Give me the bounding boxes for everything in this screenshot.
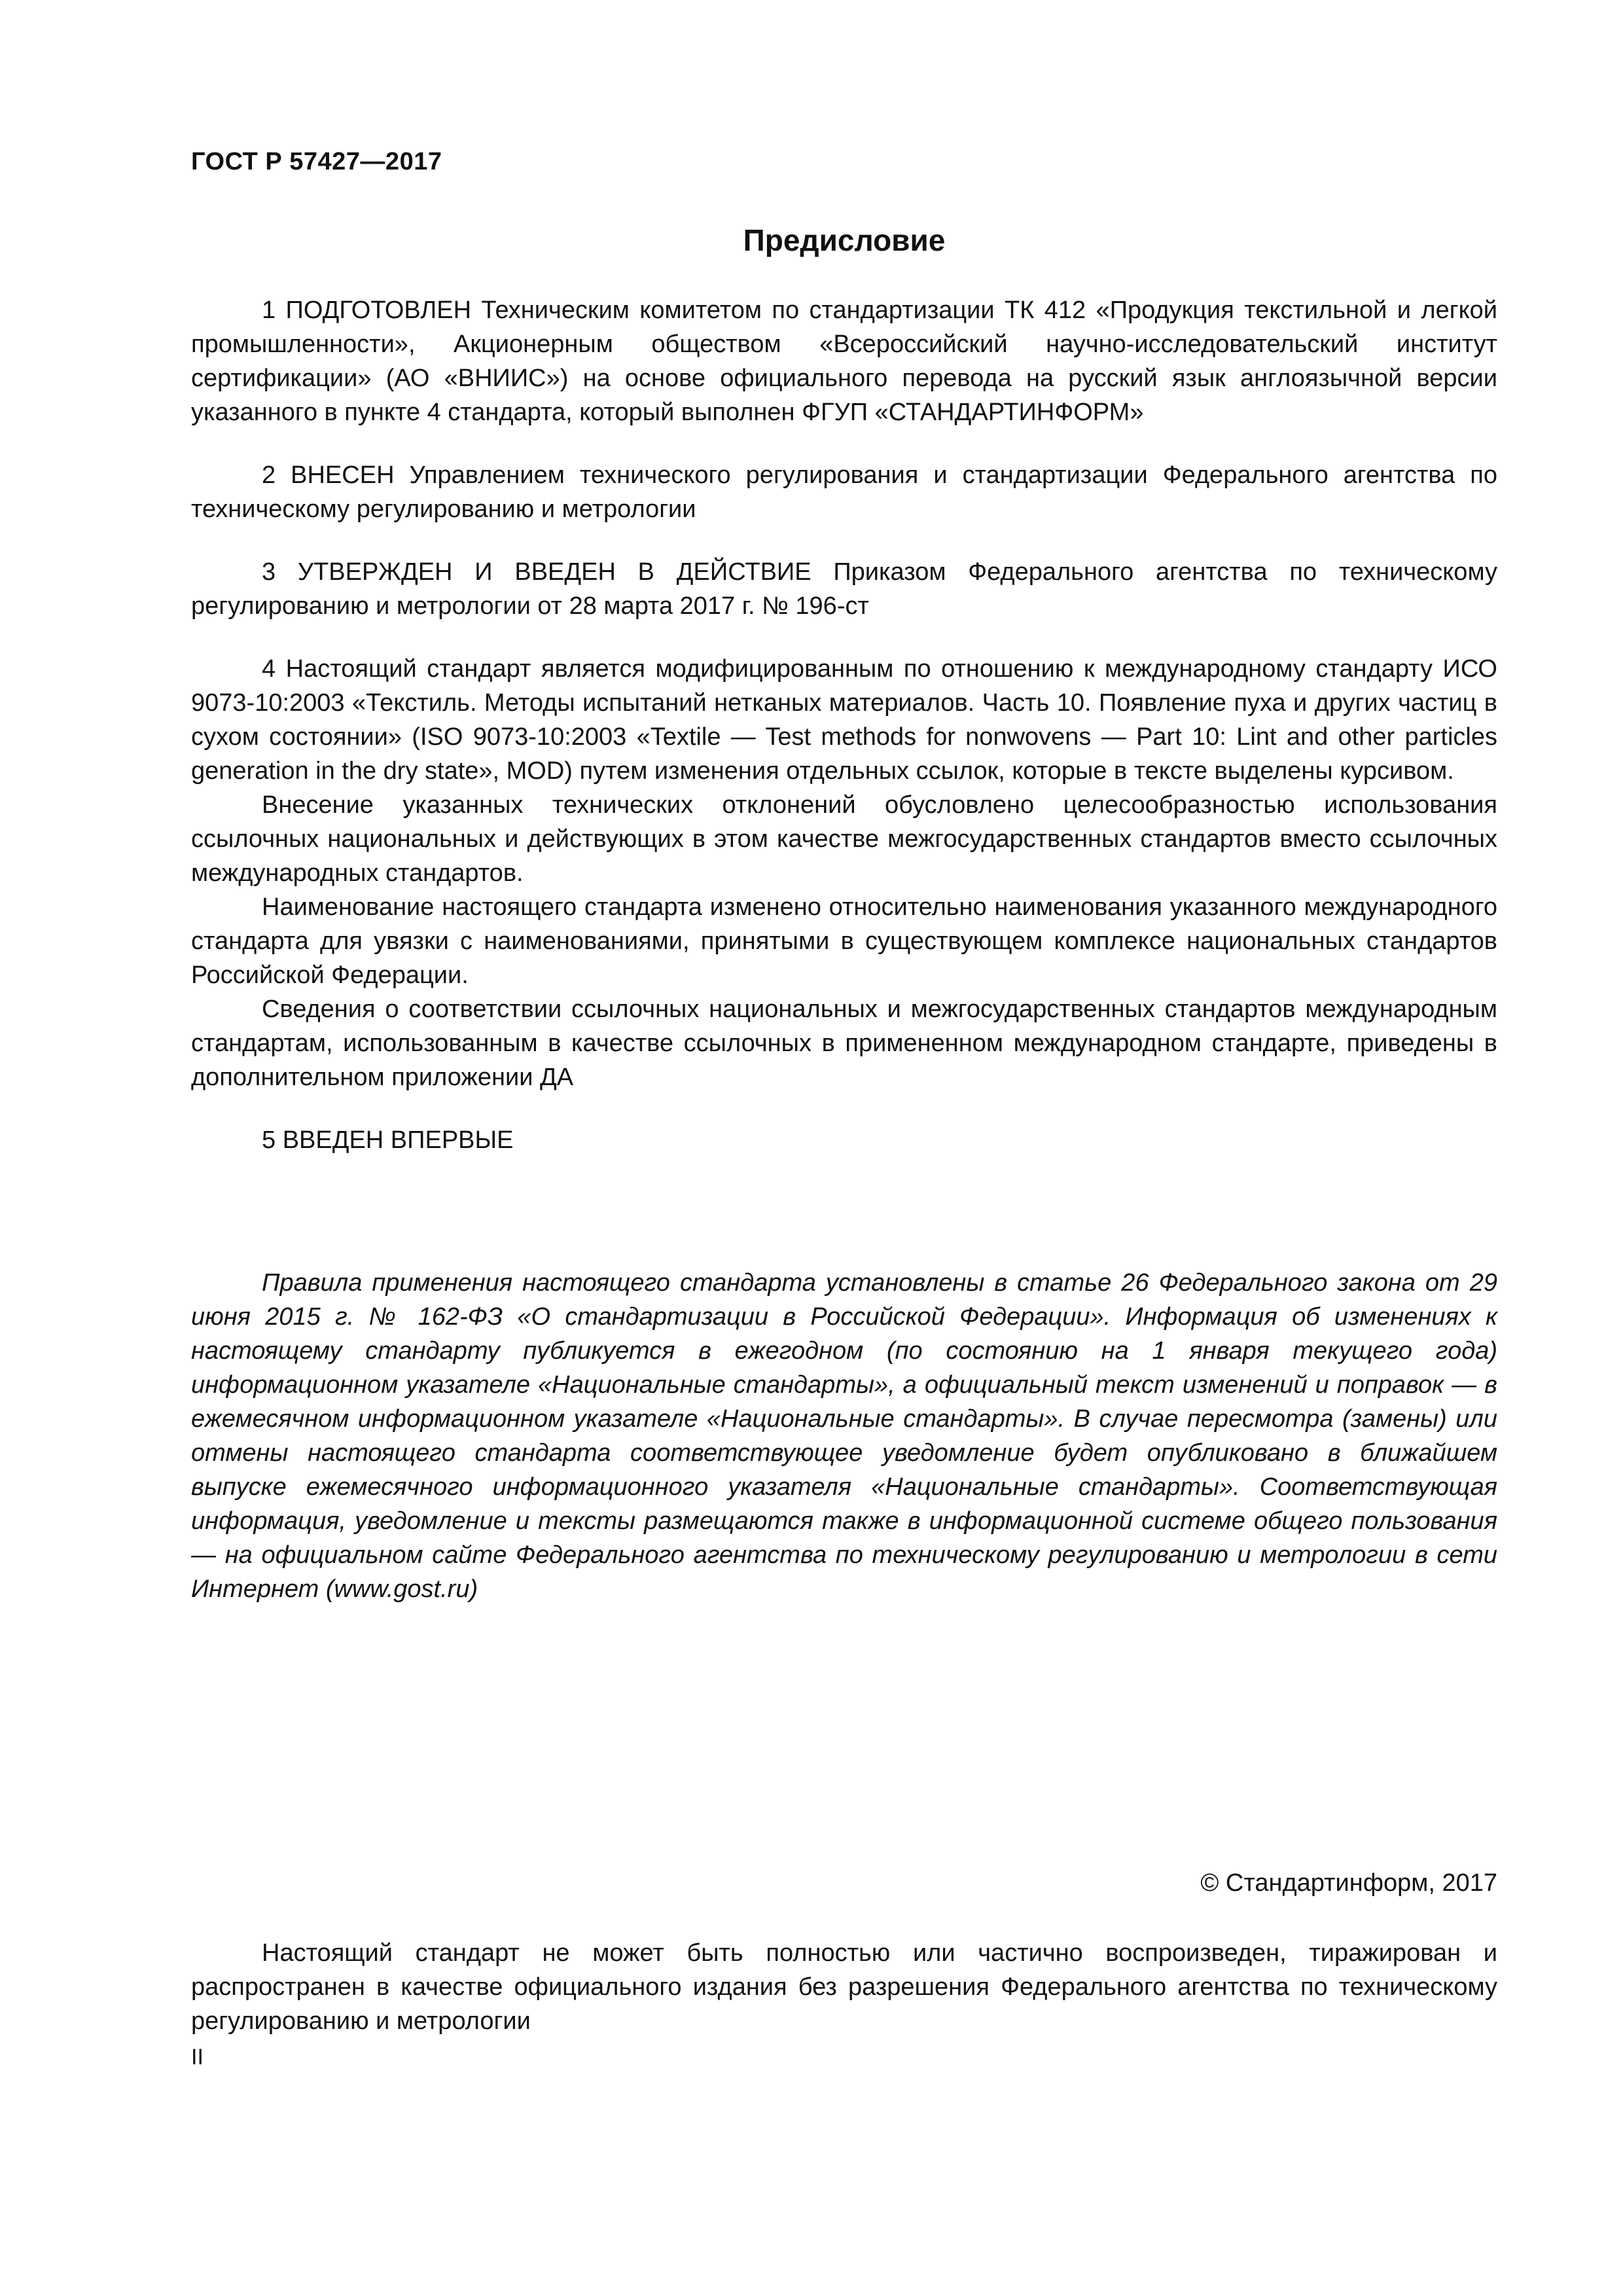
page-number: II bbox=[191, 2045, 204, 2070]
foreword-body bbox=[191, 293, 1497, 1157]
paragraph-4-correspondence: Сведения о соответствии ссылочных национальных и межгосударственных стандартов международным стандартам, использованным в качестве ссылочных в примененном международном стандарте, приведены в дополнительном приложении ДА bbox=[191, 996, 1497, 1091]
copyright: © Стандартинформ, 2017 bbox=[1200, 1869, 1497, 1897]
paragraph-2-introduced: 2 ВНЕСЕН Управлением технического регулирования и стандартизации Федерального агентства по техническому регулированию и метрологии bbox=[191, 461, 1497, 523]
document-id: ГОСТ Р 57427—2017 bbox=[191, 148, 442, 175]
paragraph-4-deviations: Внесение указанных технических отклонений обусловлено целесообразностью использования ссылочных национальных и действующих в этом качестве межгосударственных стандартов вместо ссылочных международных стандартов. bbox=[191, 791, 1497, 887]
paragraph-5-first-introduced: 5 ВВЕДЕН ВПЕРВЫЕ bbox=[262, 1126, 514, 1154]
reproduction-notice: Настоящий стандарт не может быть полностью или частично воспроизведен, тиражирован и распространен в качестве официального издания без разрешения Федерального агентства по техническому регулированию и метрологии bbox=[191, 1939, 1497, 2035]
paragraph-4-modified: 4 Настоящий стандарт является модифицированным по отношению к международному стандарту ИСО 9073-10:2003 «Текстиль. Методы испытаний нетканых материалов. Часть 10. Появление пуха и других частиц в сухом состоянии» (ISO 9073-10:2003 «Textile — Test methods for nonwovens — Part 10: Lint and other particles generation in the dry state», MOD) путем изменения отдельных ссылок, которые в тексте выделены курсивом. bbox=[191, 655, 1497, 785]
paragraph-1-prepared: 1 ПОДГОТОВЛЕН Техническим комитетом по стандартизации ТК 412 «Продукция текстильной и легкой промышленности», Акционерным обществом «Всероссийский научно-исследовательский институт сертификации» (АО «ВНИИС») на основе официального перевода на русский язык англоязычной версии указанного в пункте 4 стандарта, который выполнен ФГУП «СТАНДАРТИНФОРМ» bbox=[191, 296, 1497, 426]
paragraph-4-title-change: Наименование настоящего стандарта изменено относительно наименования указанного международного стандарта для увязки с наименованиями, принятыми в существующем комплексе национальных стандартов Российской Федерации. bbox=[191, 893, 1497, 989]
page-title: Предисловие bbox=[743, 223, 946, 257]
paragraph-3-approved: 3 УТВЕРЖДЕН И ВВЕДЕН В ДЕЙСТВИЕ Приказом Федерального агентства по техническому регулированию и метрологии от 28 марта 2017 г. № 196-ст bbox=[191, 558, 1497, 620]
application-rules-notice: Правила применения настоящего стандарта установлены в статье 26 Федерального закона от 29 июня 2015 г. № 162-ФЗ «О стандартизации в Российской Федерации». Информация об изменениях к настоящему стандарту публикуется в ежегодном (по состоянию на 1 января текущего года) информационном указателе «Национальные стандарты», а официальный текст изменений и поправок — в ежемесячном информационном указателе «Национальные стандарты». В случае пересмотра (замены) или отмены настоящего стандарта соответствующее уведомление будет опубликовано в ближайшем выпуске ежемесячного информационного указателя «Национальные стандарты». Соответствующая информация, уведомление и тексты размещаются также в информационной системе общего пользования — на официальном сайте Федерального агентства по техническому регулированию и метрологии в сети Интернет (www.gost.ru) bbox=[191, 1269, 1497, 1603]
